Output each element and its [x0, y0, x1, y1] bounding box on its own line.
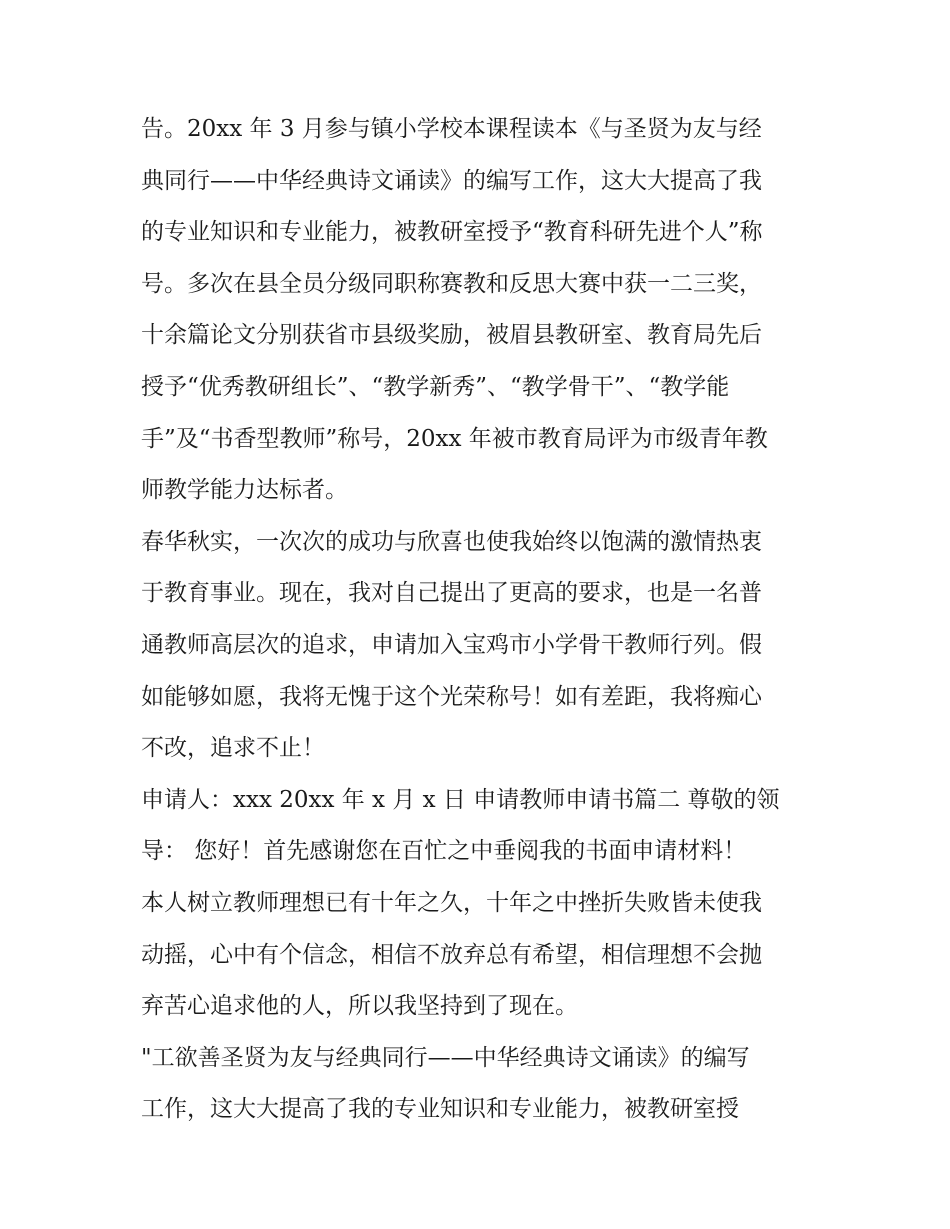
text-line: 工作，这大大提高了我的专业知识和专业能力，被教研室授 — [141, 1096, 739, 1123]
text-line: 授予“优秀教研组长”、“教学新秀”、“教学骨干”、“教学能 — [141, 373, 730, 400]
text-line: 春华秋实，一次次的成功与欣喜也使我始终以饱满的激情热衷 — [141, 528, 762, 555]
text-line: 弃苦心追求他的人，所以我坚持到了现在。 — [141, 993, 578, 1020]
text-line: 师教学能力达标者。 — [141, 477, 348, 504]
document-body — [141, 104, 821, 1136]
text-line: 号。多次在县全员分级同职称赛教和反思大赛中获一二三奖， — [141, 270, 762, 297]
text-line: 十余篇论文分别获省市县级奖励，被眉县教研室、教育局先后 — [141, 322, 762, 349]
text-line: 动摇，心中有个信念，相信不放弃总有希望，相信理想不会抛 — [141, 941, 762, 968]
text-line: 如能够如愿，我将无愧于这个光荣称号！如有差距，我将痴心 — [141, 683, 762, 710]
text-line: 不改，追求不止！ — [141, 735, 325, 762]
text-line: 的专业知识和专业能力，被教研室授予“教育科研先进个人”称 — [141, 219, 763, 246]
text-line: 通教师高层次的追求，申请加入宝鸡市小学骨干教师行列。假 — [141, 631, 762, 658]
text-line: 手”及“书香型教师”称号，20xx 年被市教育局评为市级青年教 — [141, 425, 768, 452]
text-line: 申请人：xxx 20xx 年 x 月 x 日 申请教师申请书篇二 尊敬的领 — [141, 786, 780, 813]
text-line: 导： 您好！首先感谢您在百忙之中垂阅我的书面申请材料！ — [141, 838, 747, 865]
text-line: 于教育事业。现在，我对自己提出了更高的要求，也是一名普 — [141, 580, 762, 607]
text-line: 典同行——中华经典诗文诵读》的编写工作，这大大提高了我 — [141, 167, 762, 194]
text-line: "工欲善圣贤为友与经典同行——中华经典诗文诵读》的编写 — [141, 1044, 750, 1071]
text-line: 本人树立教师理想已有十年之久，十年之中挫折失败皆未使我 — [141, 889, 762, 916]
text-line: 告。20xx 年 3 月参与镇小学校本课程读本《与圣贤为友与经 — [141, 116, 762, 142]
